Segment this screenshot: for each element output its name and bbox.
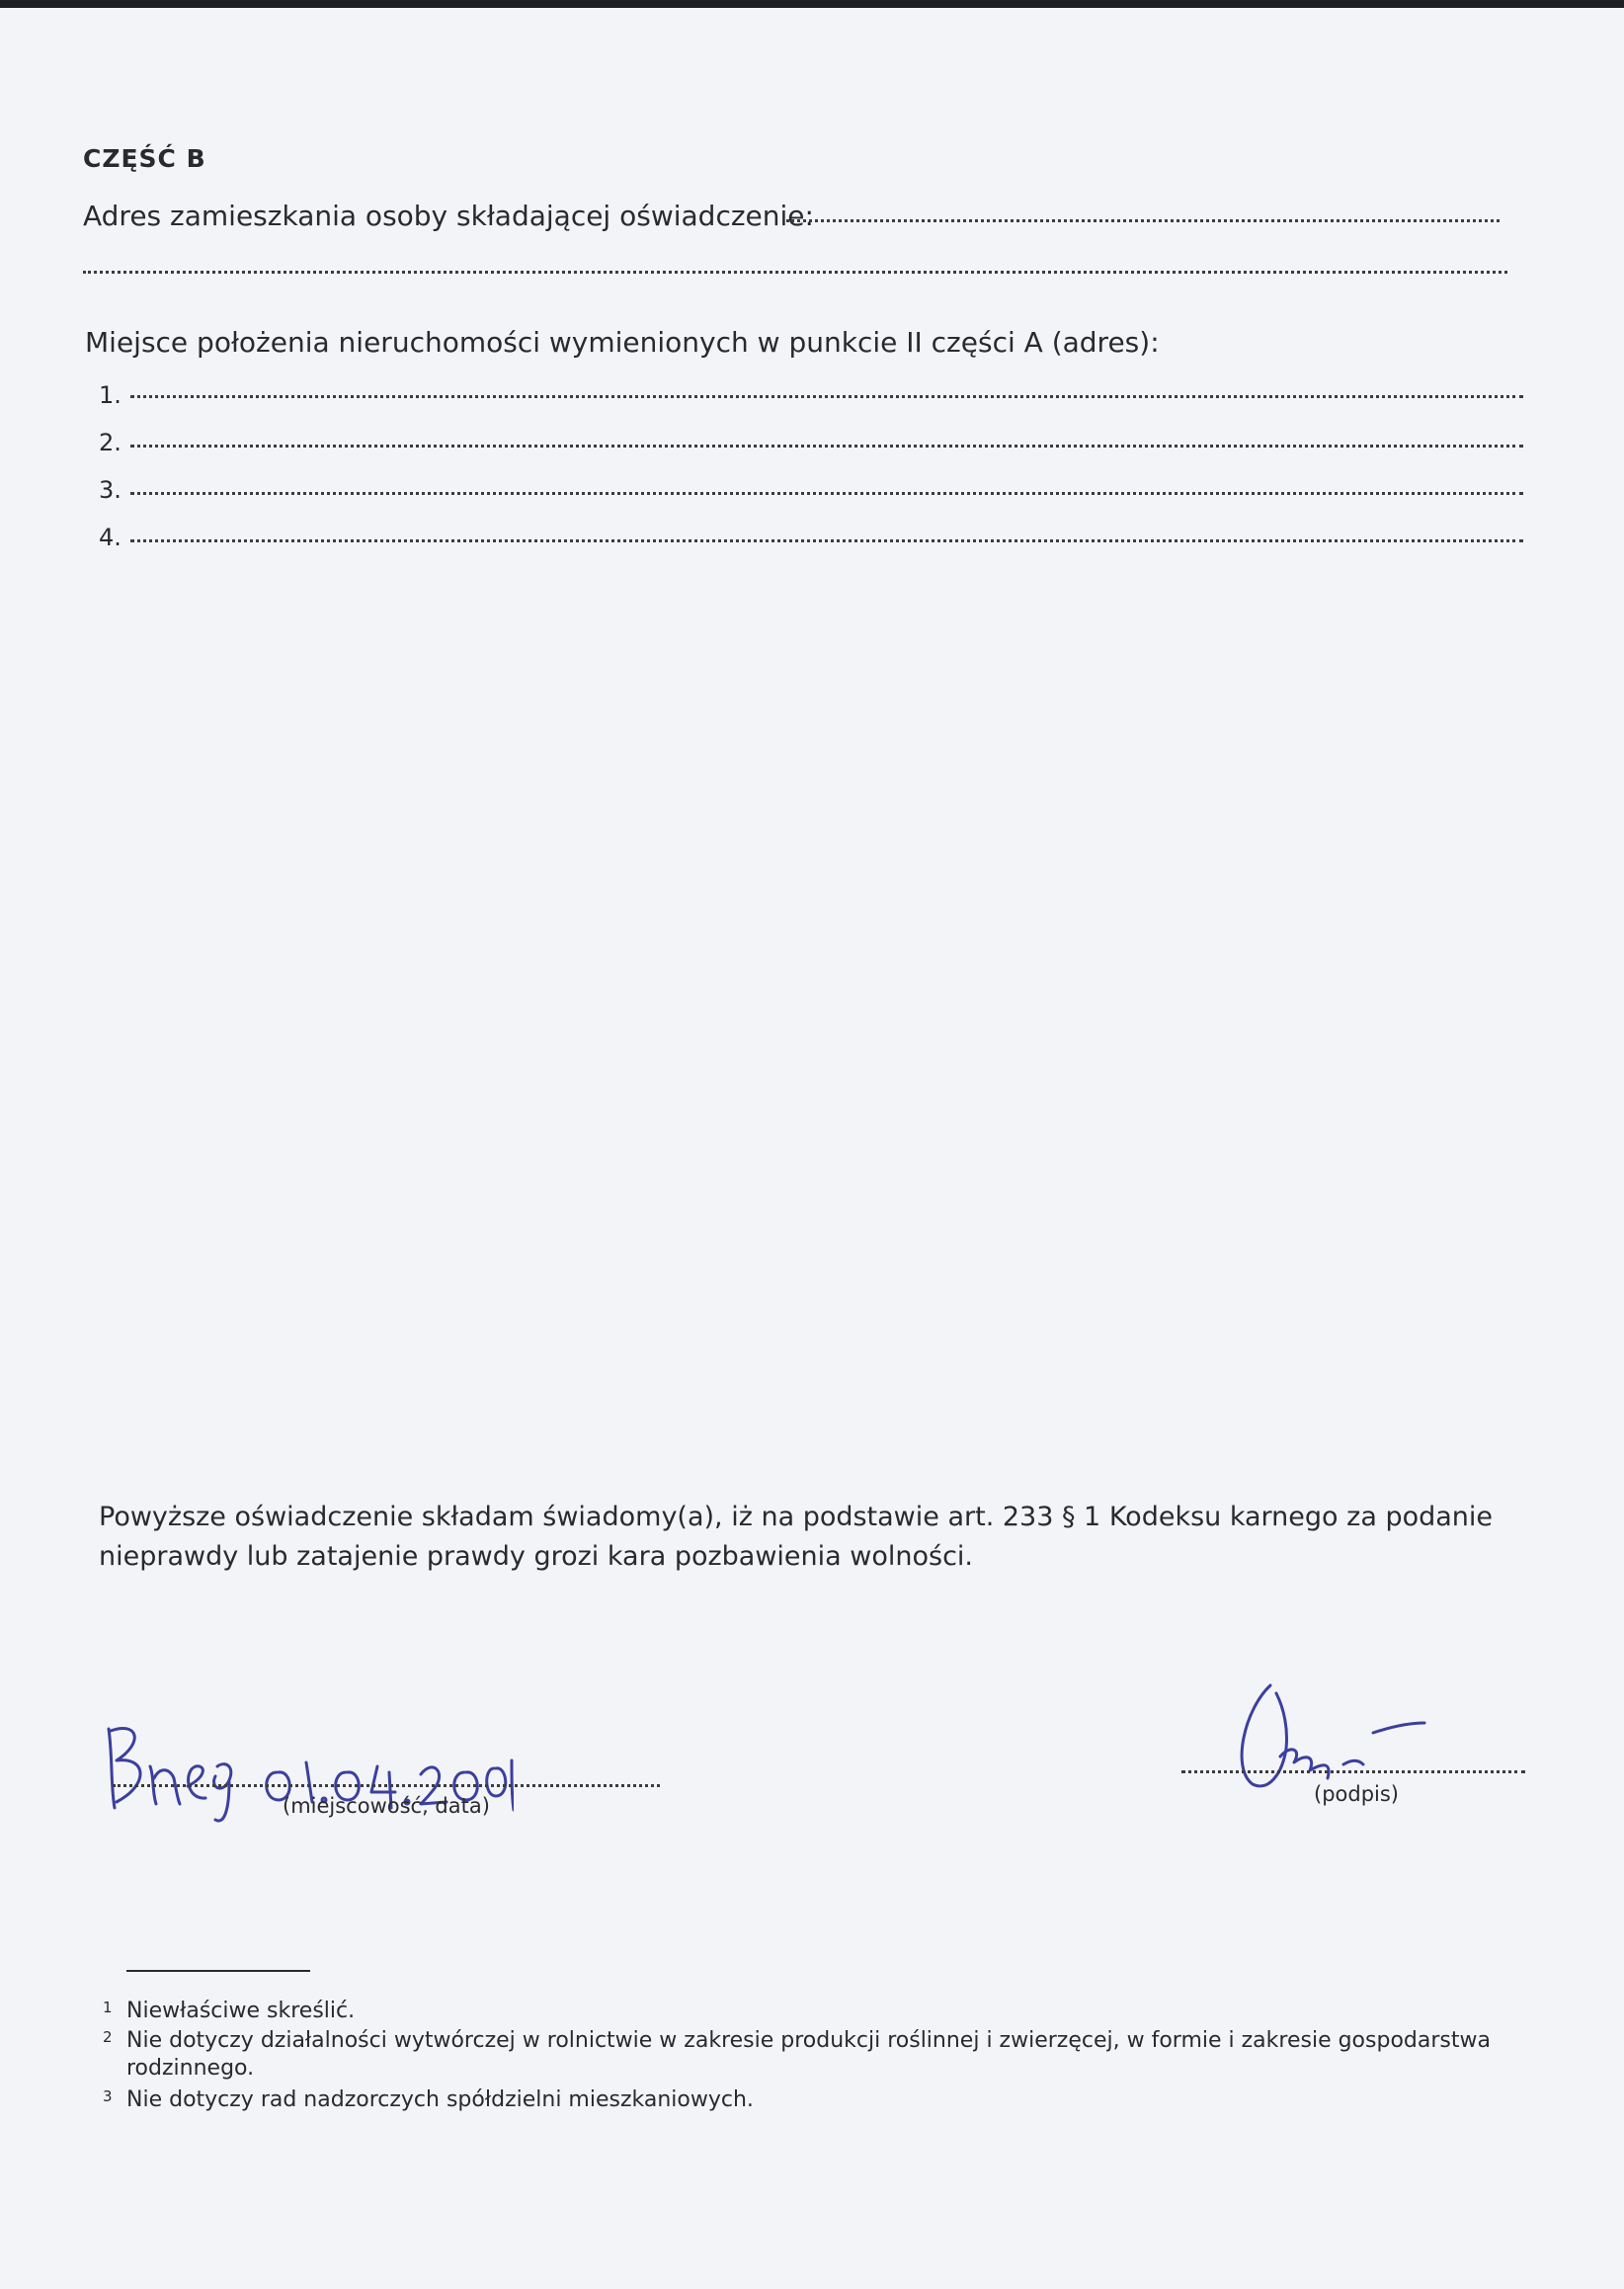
property-line-number: 2. xyxy=(99,429,122,456)
scan-top-edge xyxy=(0,0,1624,8)
statement-text: Powyższe oświadczenie składam świadomy(a), iż na podstawie art. 233 § 1 Kodeksu karnego za podanie nieprawdy lub zatajenie prawdy grozi kara pozbawienia wolności. xyxy=(99,1502,1494,1572)
property-line-2[interactable] xyxy=(130,445,1523,448)
place-date-caption: (miejscowość, data) xyxy=(283,1794,490,1818)
footnote-mark: 1 xyxy=(103,1999,113,2016)
footnote-text: Nie dotyczy działalności wytwórczej w rolnictwie w zakresie produkcji roślinnej i zwierzęcej, w formie i zakresie gospodarstwa rodzinnego. xyxy=(126,2028,1491,2081)
property-line-number: 4. xyxy=(99,524,122,551)
signature-caption: (podpis) xyxy=(1314,1782,1399,1806)
footnote-mark: 2 xyxy=(103,2028,113,2046)
section-heading: CZĘŚĆ B xyxy=(83,144,206,173)
property-line-4[interactable] xyxy=(130,539,1523,542)
handwritten-signature xyxy=(1225,1679,1442,1798)
property-line-number: 1. xyxy=(99,381,122,409)
address-line-2[interactable] xyxy=(83,271,1507,274)
footnote-text: Nie dotyczy rad nadzorczych spółdzielni mieszkaniowych. xyxy=(126,2087,754,2112)
signature-line[interactable] xyxy=(1181,1770,1525,1773)
footnote-text: Niewłaściwe skreślić. xyxy=(126,1999,356,2023)
property-label: Miejsce położenia nieruchomości wymienionych w punkcie II części A (adres): xyxy=(85,326,1160,359)
footnote-separator xyxy=(126,1970,310,1972)
property-line-number: 3. xyxy=(99,476,122,504)
address-label: Adres zamieszkania osoby składającej oświadczenie: xyxy=(83,200,814,232)
property-line-1[interactable] xyxy=(130,395,1523,398)
place-date-line[interactable] xyxy=(113,1784,660,1787)
address-line-1[interactable] xyxy=(786,219,1500,222)
property-line-3[interactable] xyxy=(130,492,1523,495)
footnote-mark: 3 xyxy=(103,2087,113,2105)
footnote-1 xyxy=(103,1998,1529,2025)
footnote-2 xyxy=(103,2027,1529,2083)
footnote-3 xyxy=(103,2086,1529,2114)
